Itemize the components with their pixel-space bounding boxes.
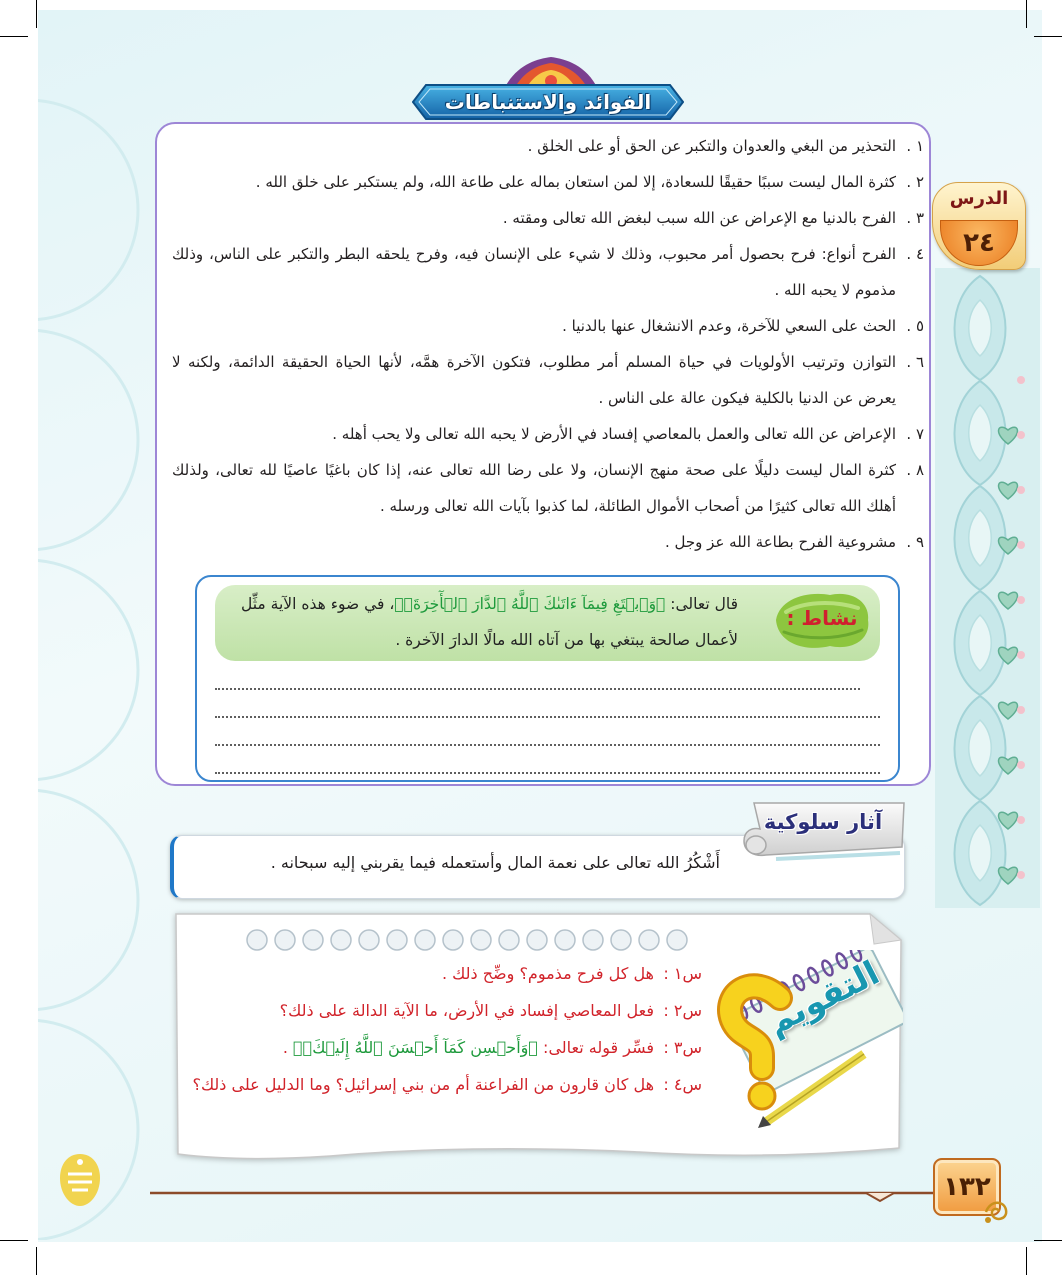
pink-dot-ornament — [1017, 596, 1025, 604]
item-number: ٧ . — [906, 425, 924, 443]
pink-dot-ornament — [1017, 541, 1025, 549]
crop-mark — [1034, 36, 1062, 37]
answer-line — [215, 744, 880, 746]
lesson-label: الدرس — [949, 188, 1009, 209]
binder-ring — [639, 930, 659, 950]
crop-mark — [1034, 1240, 1062, 1241]
answer-line — [215, 772, 880, 774]
heart-ornament — [999, 482, 1018, 499]
binder-ring — [527, 930, 547, 950]
side-arabesque-decoration — [935, 268, 1040, 908]
crop-mark — [36, 0, 37, 28]
pink-dot-ornament — [1017, 651, 1025, 659]
question-item — [178, 992, 702, 1029]
item-number: ١ . — [906, 137, 924, 155]
question-item — [178, 1029, 702, 1066]
crop-mark — [1026, 0, 1027, 28]
activity-label: نشاط : — [786, 606, 858, 630]
heart-ornament — [999, 867, 1018, 884]
heart-ornament — [999, 702, 1018, 719]
pink-dot-ornament — [1017, 486, 1025, 494]
item-text: كثرة المال ليست سببًا حقيقًا للسعادة، إلا لمن استعان بماله على طاعة الله، ولم يستكبر على خلق الله . — [255, 173, 896, 191]
pink-dot-ornament — [1017, 376, 1025, 384]
list-item — [172, 128, 924, 164]
question-label: س٤ : — [663, 1075, 702, 1094]
list-item — [172, 308, 924, 344]
binder-ring — [415, 930, 435, 950]
footer-rule — [150, 1184, 936, 1204]
item-text: مشروعية الفرح بطاعة الله عز وجل . — [664, 533, 896, 551]
question-label: س٢ : — [663, 1001, 702, 1020]
benefits-list — [172, 128, 924, 560]
item-text: الحث على السعي للآخرة، وعدم الانشغال عنها بالدنيا . — [562, 317, 896, 335]
pink-dot-ornament — [1017, 761, 1025, 769]
lesson-number: ٢٤ — [963, 228, 995, 258]
item-text: كثرة المال ليست دليلًا على صحة منهج الإنسان، ولا على رضا الله تعالى عنه، إذا كان باغيًا عاصيًا لله تعالى، ولذلك أهلك الله تعالى كثيرًا من أصحاب الأموال الطائلة، لما كذبوا بآيات الله تعالى ورسله . — [172, 461, 896, 515]
binder-ring — [303, 930, 323, 950]
item-number: ٩ . — [906, 533, 924, 551]
question-label: س١ : — [663, 964, 702, 983]
binder-ring — [611, 930, 631, 950]
behavioral-text: أَشْكُرُ الله تعالى على نعمة المال وأستعمله فيما يقربني إليه سبحانه . — [270, 853, 720, 872]
question-text — [178, 1029, 654, 1066]
crop-mark — [36, 1247, 37, 1275]
item-text: الفرح أنواع: فرح بحصول أمر محبوب، وذلك لا شيء على الإنسان فيه، وفرح يلحقه البطر والتكبر على الناس، وذلك مذموم لا يحبه الله . — [172, 245, 896, 299]
evaluation-title: التقويم — [760, 952, 886, 1043]
binder-ring — [387, 930, 407, 950]
list-item — [172, 452, 924, 524]
binder-ring — [667, 930, 687, 950]
section-title: الفوائد والاستنباطات — [444, 90, 652, 114]
background-pattern — [38, 10, 168, 1240]
publisher-logo-icon — [56, 1148, 104, 1212]
question-end: . — [282, 1038, 293, 1057]
question-prefix: فسِّر قوله تعالى: — [537, 1038, 654, 1057]
heart-ornament — [999, 812, 1018, 829]
binder-ring — [499, 930, 519, 950]
item-text: التوازن وترتيب الأولويات في حياة المسلم أمر مطلوب، فتكون الآخرة همَّه، لأنها الحياة الحقيقة الدائمة، ولكنه لا يعرض عن الدنيا بالكلية فيكون عالة على الناس . — [172, 353, 896, 407]
page-corner-ornament — [982, 1198, 1012, 1224]
item-number: ٢ . — [906, 173, 924, 191]
page-number: ١٣٢ — [933, 1158, 1001, 1216]
crop-mark — [1026, 1247, 1027, 1275]
answer-line — [215, 688, 860, 690]
binder-ring — [555, 930, 575, 950]
activity-intro: قال تعالى: — [665, 595, 738, 613]
list-item — [172, 236, 924, 308]
page-curl — [870, 914, 901, 944]
pink-dot-ornament — [1017, 816, 1025, 824]
item-text: الإعراض عن الله تعالى والعمل بالمعاصي إفساد في الأرض لا يحبه الله تعالى ولا يحب أهله . — [332, 425, 896, 443]
item-number: ٤ . — [906, 245, 924, 263]
heart-ornament — [999, 592, 1018, 609]
item-text: الفرح بالدنيا مع الإعراض عن الله سبب لبغض الله تعالى ومقته . — [502, 209, 896, 227]
activity-prompt — [236, 586, 738, 658]
item-number: ٥ . — [906, 317, 924, 335]
lesson-tab — [932, 182, 1026, 270]
list-item — [172, 200, 924, 236]
binder-ring — [583, 930, 603, 950]
answer-line — [215, 716, 880, 718]
question-item — [178, 1066, 702, 1103]
evaluation-questions — [178, 955, 702, 1103]
activity-verse: ﴿وَٱبۡتَغِ فِيمَآ ءَاتَىٰكَ ٱللَّهُ ٱلدَّارَ ٱلۡأٓخِرَةَۖ﴾ — [394, 595, 666, 613]
question-item — [178, 955, 702, 992]
binder-ring — [247, 930, 267, 950]
activity-instruction: ، في ضوء هذه الآية مثِّل لأعمال صالحة يبتغي بها من آتاه الله مالًا الدارَ الآخرة . — [241, 595, 738, 649]
item-number: ٣ . — [906, 209, 924, 227]
item-text: التحذير من البغي والعدوان والتكبر عن الحق أو على الخلق . — [527, 137, 896, 155]
item-number: ٨ . — [906, 461, 924, 479]
binder-ring — [331, 930, 351, 950]
behavioral-title: آثار سلوكية — [763, 810, 883, 834]
question-text: فعل المعاصي إفساد في الأرض، ما الآية الدالة على ذلك؟ — [279, 1001, 654, 1020]
pink-dot-ornament — [1017, 706, 1025, 714]
binder-ring — [443, 930, 463, 950]
list-item — [172, 524, 924, 560]
pink-dot-ornament — [1017, 871, 1025, 879]
list-item — [172, 344, 924, 416]
list-item — [172, 164, 924, 200]
question-text: هل كل فرح مذموم؟ وضِّح ذلك . — [441, 964, 654, 983]
binder-ring — [275, 930, 295, 950]
question-verse: ﴿وَأَحۡسِن كَمَآ أَحۡسَنَ ٱللَّهُ إِلَيۡكَۖ﴾ — [292, 1038, 538, 1057]
list-item — [172, 416, 924, 452]
pink-dot-ornament — [1017, 431, 1025, 439]
crop-mark — [0, 36, 28, 37]
item-number: ٦ . — [906, 353, 924, 371]
binder-ring — [471, 930, 491, 950]
binder-ring — [359, 930, 379, 950]
crop-mark — [0, 1240, 28, 1241]
question-text: هل كان قارون من الفراعنة أم من بني إسرائيل؟ وما الدليل على ذلك؟ — [192, 1075, 654, 1094]
question-label: س٣ : — [663, 1038, 702, 1057]
